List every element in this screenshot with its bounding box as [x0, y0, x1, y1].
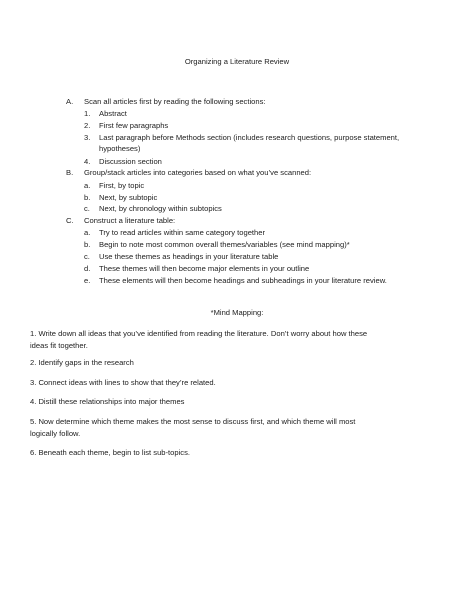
mind-mapping-step-continuation: logically follow.: [30, 429, 81, 438]
list-item-marker: d.: [84, 264, 91, 273]
mind-mapping-step: 5. Now determine which theme makes the most sense to discuss first, and which theme will most: [30, 417, 356, 426]
mind-mapping-title: *Mind Mapping:: [210, 308, 264, 317]
mind-mapping-step: 2. Identify gaps in the research: [30, 358, 134, 367]
list-item-marker: 3.: [84, 133, 91, 142]
list-item-marker: e.: [84, 276, 91, 285]
list-item: First few paragraphs: [99, 121, 169, 130]
section-heading: Scan all articles first by reading the following sections:: [84, 97, 266, 106]
list-item: Abstract: [99, 109, 127, 118]
list-item-marker: b.: [84, 193, 91, 202]
mind-mapping-step-continuation: ideas fit together.: [30, 341, 88, 350]
section-marker: B.: [66, 168, 74, 177]
list-item: Begin to note most common overall themes/variables (see mind mapping)*: [99, 240, 350, 249]
list-item-marker: c.: [84, 204, 90, 213]
list-item-marker: a.: [84, 181, 91, 190]
list-item: These elements will then become headings and subheadings in your literature review.: [99, 276, 387, 285]
section-marker: A.: [66, 97, 74, 106]
list-item: Last paragraph before Methods section (includes research questions, purpose statement,: [99, 133, 400, 142]
list-item-marker: a.: [84, 228, 91, 237]
mind-mapping-step: 1. Write down all ideas that you’ve identified from reading the literature. Don’t worry about how these: [30, 329, 368, 338]
list-item-continuation: hypotheses): [99, 144, 141, 153]
list-item: Use these themes as headings in your literature table: [99, 252, 279, 261]
list-item: Next, by chronology within subtopics: [99, 204, 222, 213]
list-item: Next, by subtopic: [99, 193, 158, 202]
list-item: First, by topic: [99, 181, 145, 190]
list-item-marker: 4.: [84, 157, 91, 166]
mind-mapping-step: 3. Connect ideas with lines to show that they’re related.: [30, 378, 216, 387]
list-item: Discussion section: [99, 157, 162, 166]
list-item-marker: b.: [84, 240, 91, 249]
list-item-marker: 2.: [84, 121, 91, 130]
section-heading: Construct a literature table:: [84, 216, 176, 225]
section-marker: C.: [66, 216, 74, 225]
mind-mapping-step: 6. Beneath each theme, begin to list sub-topics.: [30, 448, 190, 457]
list-item: Try to read articles within same category together: [99, 228, 266, 237]
page-title: Organizing a Literature Review: [184, 57, 290, 66]
section-heading: Group/stack articles into categories based on what you’ve scanned:: [84, 168, 312, 177]
list-item-marker: 1.: [84, 109, 91, 118]
list-item: These themes will then become major elements in your outline: [99, 264, 310, 273]
mind-mapping-step: 4. Distill these relationships into major themes: [30, 397, 185, 406]
list-item-marker: c.: [84, 252, 90, 261]
